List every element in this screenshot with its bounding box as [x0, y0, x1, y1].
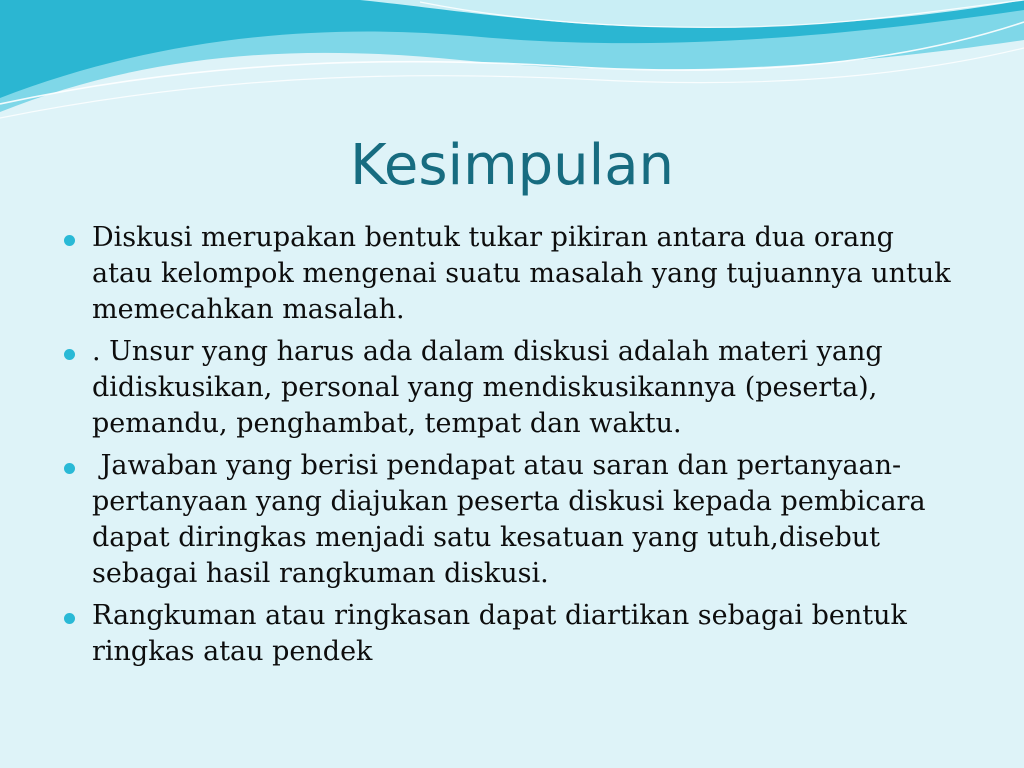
bullet-item: [62, 220, 962, 328]
bullet-item: [62, 334, 962, 442]
bullet-dot-icon: [64, 463, 75, 474]
bullet-dot-icon: [64, 235, 75, 246]
bullet-text: Jawaban yang berisi pendapat atau saran dan pertanyaan-pertanyaan yang diajukan peserta diskusi kepada pembicara dapat diringkas menjadi satu kesatuan yang utuh,disebut sebagai hasil rangkuman diskusi.: [92, 450, 935, 589]
wave-header-decoration: [0, 0, 1024, 130]
bullet-item: [62, 598, 962, 670]
bullet-dot-icon: [64, 613, 75, 624]
bullet-text: Rangkuman atau ringkasan dapat diartikan sebagai bentuk ringkas atau pendek: [92, 600, 916, 667]
bullet-dot-icon: [64, 349, 75, 360]
bullet-text: Diskusi merupakan bentuk tukar pikiran antara dua orang atau kelompok mengenai suatu masalah yang tujuannya untuk memecahkan masalah.: [92, 222, 960, 325]
bullet-item: [62, 448, 962, 592]
slide-title: Kesimpulan: [349, 133, 675, 198]
bullet-text: . Unsur yang harus ada dalam diskusi adalah materi yang didiskusikan, personal yang mendiskusikannya (peserta), pemandu, penghambat, tempat dan waktu.: [92, 336, 892, 439]
bullet-list: [62, 220, 962, 676]
